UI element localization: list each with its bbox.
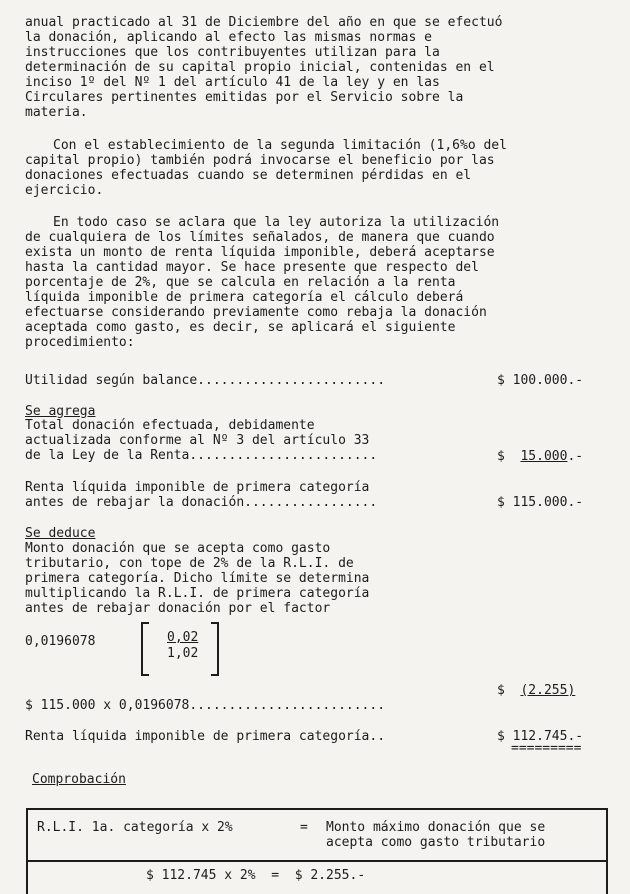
donacion-label: Total donación efectuada, debidamente actualizada conforme al Nº 3 del artículo 33 de la Ley de la Renta........................ <box>25 418 378 463</box>
box-right-text: Monto máximo donación que se acepta como gasto tributario <box>326 820 546 850</box>
factor-value: 0,0196078 <box>25 634 96 649</box>
deduce-amount <box>497 683 575 698</box>
fraction-bracket <box>141 622 219 674</box>
donacion-amount <box>497 449 583 464</box>
utilidad-label: Utilidad según balance........................ <box>25 373 386 388</box>
fraction-denominator: 1,02 <box>167 646 199 661</box>
rli-antes-amount: $ 115.000.- <box>497 495 584 510</box>
rli-final-label: Renta líquida imponible de primera categoría.. <box>25 729 386 744</box>
donacion-amount-suffix: .- <box>567 449 584 464</box>
left-bracket <box>141 622 149 676</box>
donacion-amount-value: 15.000 <box>520 449 568 464</box>
utilidad-amount: $ 100.000.- <box>497 373 584 388</box>
double-underline: ========= <box>511 741 582 756</box>
box-equals: = <box>300 820 308 835</box>
paragraph-1: anual practicado al 31 de Diciembre del año en que se efectuó la donación, aplicando al efecto las mismas normas e instrucciones que los contribuyentes utilizan para la determinación de su capital propio inicial, contenidas en el inciso 1º del Nº 1 del artículo 41 de la ley y en las Circulares pertinentes emitidas por el Servicio sobre la materia. <box>25 15 503 120</box>
deduce-amount-value: (2.255) <box>520 683 576 698</box>
box-left-text: R.L.I. 1a. categoría x 2% <box>37 820 233 835</box>
box-divider <box>28 860 606 862</box>
multiplication-label: $ 115.000 x 0,0196078......................... <box>25 698 386 713</box>
paragraph-3: En todo caso se aclara que la ley autoriza la utilización de cualquiera de los límites señalados, de manera que cuando exista un monto de renta líquida imponible, deberá aceptarse hasta la cantidad mayor. Se hace presente que respecto del porcentaje de 2%, que se calcula en relación a la renta líquida imponible de primera categoría el cálculo deberá efectuarse considerando previamente como rebaja la donación aceptada como gasto, es decir, se aplicará el siguiente procedimiento: <box>25 215 500 350</box>
monto-label: Monto donación que se acepta como gasto tributario, con tope de 2% de la R.L.I. de primera categoría. Dicho límite se determina multiplicando la R.L.I. de primera categoría antes de rebajar donación por el factor <box>25 541 370 616</box>
rli-final-amount: $ 112.745.- <box>497 729 584 744</box>
se-agrega-heading: Se agrega <box>25 404 96 419</box>
paragraph-2: Con el establecimiento de la segunda limitación (1,6%o del capital propio) también podrá invocarse el beneficio por las donaciones efectuadas cuando se determinen pérdidas en el ejercicio. <box>25 138 507 198</box>
donacion-amount-prefix: $ <box>497 449 505 464</box>
rli-antes-label: Renta líquida imponible de primera categoría antes de rebajar la donación................. <box>25 480 378 510</box>
comprobacion-box <box>26 808 608 894</box>
se-deduce-heading: Se deduce <box>25 526 96 541</box>
deduce-amount-prefix: $ <box>497 683 505 698</box>
box-formula: $ 112.745 x 2% = $ 2.255.- <box>146 868 366 883</box>
fraction-numerator: 0,02 <box>167 630 199 645</box>
right-bracket <box>211 622 219 676</box>
comprobacion-title: Comprobación <box>32 772 126 787</box>
